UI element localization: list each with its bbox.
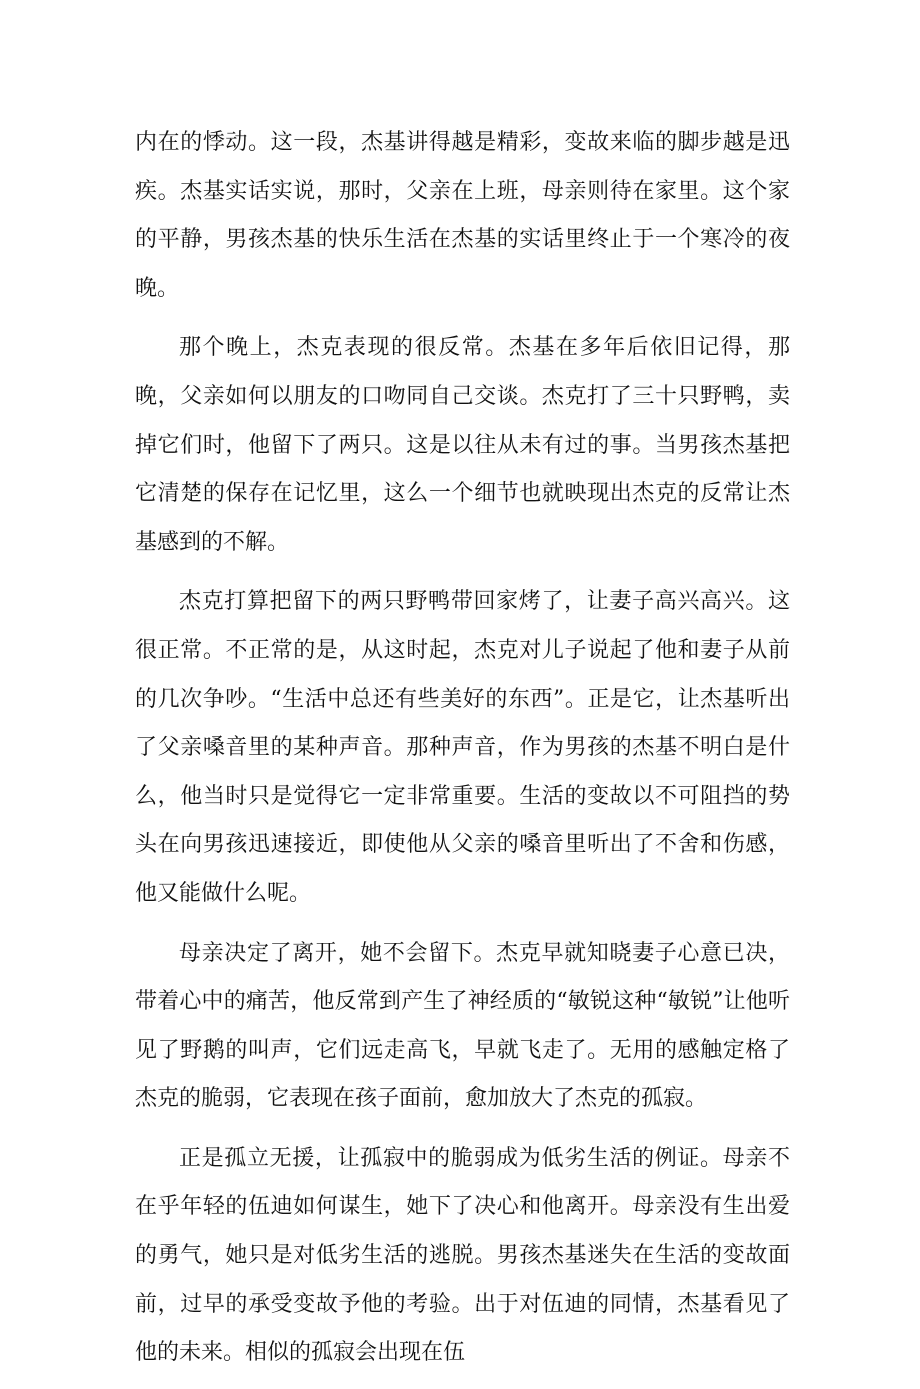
paragraph-2: 那个晚上，杰克表现的很反常。杰基在多年后依旧记得，那晚，父亲如何以朋友的口吻同自己交谈。杰克打了三十只野鸭，卖掉它们时，他留下了两只。这是以往从未有过的事。当男孩杰基把它清楚的保存在记忆里，这么一个细节也就映现出杰克的反常让杰基感到的不解。	[135, 335, 790, 555]
paragraph-3: 杰克打算把留下的两只野鸭带回家烤了，让妻子高兴高兴。这很正常。不正常的是，从这时起，杰克对儿子说起了他和妻子从前的几次争吵。“生活中总还有些美好的东西”。正是它，让杰基听出了父亲嗓音里的某种声音。那种声音，作为男孩的杰基不明白是什么，他当时只是觉得它一定非常重要。生活的变故以不可阻挡的势头在向男孩迅速接近，即使他从父亲的嗓音里听出了不舍和伤感，他又能做什么呢。	[135, 589, 790, 906]
paragraph-5: 正是孤立无援，让孤寂中的脆弱成为低劣生活的例证。母亲不在乎年轻的伍迪如何谋生，她下了决心和他离开。母亲没有生出爱的勇气，她只是对低劣生活的逃脱。男孩杰基迷失在生活的变故面前，过早的承受变故予他的考验。出于对伍迪的同情，杰基看见了他的未来。相似的孤寂会出现在伍	[135, 1145, 790, 1366]
paragraph-4: 母亲决定了离开，她不会留下。杰克早就知晓妻子心意已决，带着心中的痛苦，他反常到产生了神经质的“敏锐这种“敏锐”让他听见了野鹅的叫声，它们远走高飞，早就飞走了。无用的感触定格了杰克的脆弱，它表现在孩子面前，愈加放大了杰克的孤寂。	[135, 940, 790, 1112]
document-body	[135, 119, 790, 1389]
paragraph-1: 内在的悸动。这一段，杰基讲得越是精彩，变故来临的脚步越是迅疾。杰基实话实说，那时，父亲在上班，母亲则待在家里。这个家的平静，男孩杰基的快乐生活在杰基的实话里终止于一个寒冷的夜晚。	[135, 130, 790, 301]
